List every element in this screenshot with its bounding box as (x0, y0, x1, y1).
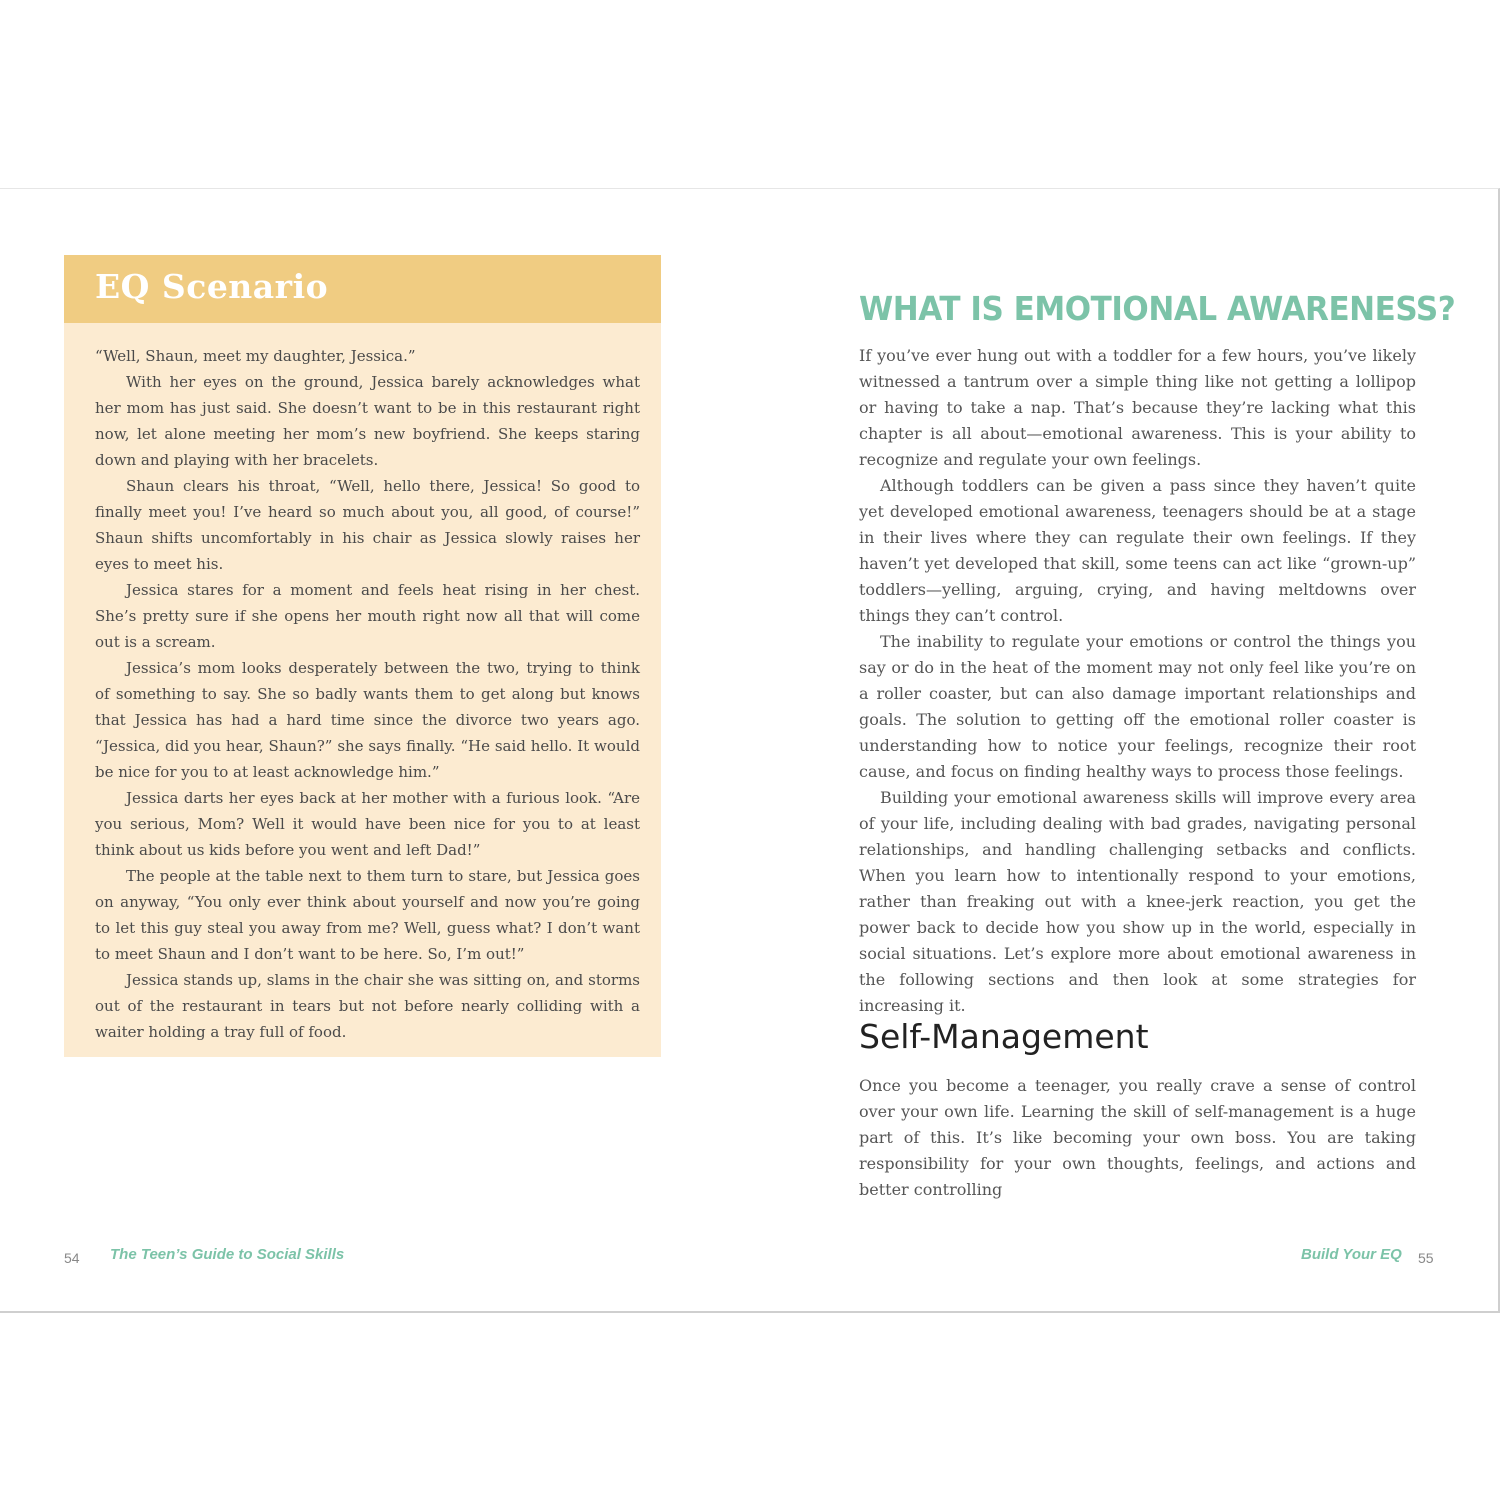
body-paragraph: If you’ve ever hung out with a toddler for a few hours, you’ve likely witnessed a tantrum over a simple thing like not getting a lollipop or having to take a nap. That’s because they’re lacking what this chapter is all about—emotional awareness. This is your ability to recognize and regulate your own feelings. (859, 346, 1416, 469)
subsection-body (859, 1073, 1416, 1203)
sidebar-paragraph: Jessica’s mom looks desperately between the two, trying to think of something to say. She so badly wants them to get along but knows that Jessica has had a hard time since the divorce two years ago. “Jessica, did you hear, Shaun?” she says finally. “He said hello. It would be nice for you to at least acknowledge him.” (95, 659, 640, 781)
body-paragraph: The inability to regulate your emotions or control the things you say or do in the heat of the moment may not only feel like you’re on a roller coaster, but can also damage important relationships and goals. The solution to getting off the emotional roller coaster is understanding how to notice your feelings, recognize their root cause, and focus on finding healthy ways to process those feelings. (859, 632, 1416, 781)
sidebar-paragraph: Shaun clears his throat, “Well, hello there, Jessica! So good to finally meet you! I’ve heard so much about you, all good, of course!” Shaun shifts uncomfortably in his chair as Jessica slowly raises her eyes to meet his. (95, 477, 640, 573)
sidebar-paragraph: Jessica stands up, slams in the chair she was sitting on, and storms out of the restaurant in tears but not before nearly colliding with a waiter holding a tray full of food. (95, 971, 640, 1041)
section-body (859, 343, 1416, 1019)
sidebar-paragraph: Jessica darts her eyes back at her mother with a furious look. “Are you serious, Mom? Well it would have been nice for you to at least think about us kids before you went and left Dad!” (95, 789, 640, 859)
body-paragraph: Although toddlers can be given a pass since they haven’t quite yet developed emotional awareness, teenagers should be at a stage in their lives where they can regulate their own feelings. If they haven’t yet developed that skill, some teens can act like “grown-up” toddlers—yelling, arguing, crying, and having meltdowns over things they can’t control. (859, 476, 1416, 625)
sidebar-paragraph: “Well, Shaun, meet my daughter, Jessica.” (95, 347, 416, 365)
body-paragraph: Once you become a teenager, you really crave a sense of control over your own life. Learning the skill of self-management is a huge part of this. It’s like becoming your own boss. You are taking responsibility for your own thoughts, feelings, and actions and better controlling (859, 1076, 1416, 1199)
page-number-right: 55 (1418, 1250, 1434, 1266)
sidebar-paragraph: The people at the table next to them turn to stare, but Jessica goes on anyway, “You only ever think about yourself and now you’re going to let this guy steal you away from me? Well, guess what? I don’t want to meet Shaun and I don’t want to be here. So, I’m out!” (95, 867, 640, 963)
sidebar-body (95, 343, 640, 1045)
sidebar-title: EQ Scenario (95, 267, 329, 306)
eq-scenario-sidebar (64, 255, 661, 1057)
page-number-left: 54 (64, 1250, 80, 1266)
running-head-left: The Teen’s Guide to Social Skills (110, 1246, 345, 1263)
subsection-heading: Self-Management (859, 1017, 1149, 1056)
sidebar-paragraph: With her eyes on the ground, Jessica barely acknowledges what her mom has just said. She doesn’t want to be in this restaurant right now, let alone meeting her mom’s new boyfriend. She keeps staring down and playing with her bracelets. (95, 373, 640, 469)
running-head-right: Build Your EQ (1301, 1246, 1402, 1263)
book-spread (0, 188, 1500, 1313)
body-paragraph: Building your emotional awareness skills will improve every area of your life, including dealing with bad grades, navigating personal relationships, and handling challenging setbacks and conflicts. When you learn how to intentionally respond to your emotions, rather than freaking out with a knee-jerk reaction, you get the power back to decide how you show up in the world, especially in social situations. Let’s explore more about emotional awareness in the following sections and then look at some strategies for increasing it. (859, 788, 1416, 1015)
sidebar-header (64, 255, 661, 323)
section-heading: WHAT IS EMOTIONAL AWARENESS? (859, 289, 1456, 328)
sidebar-paragraph: Jessica stares for a moment and feels heat rising in her chest. She’s pretty sure if she opens her mouth right now all that will come out is a scream. (95, 581, 640, 651)
